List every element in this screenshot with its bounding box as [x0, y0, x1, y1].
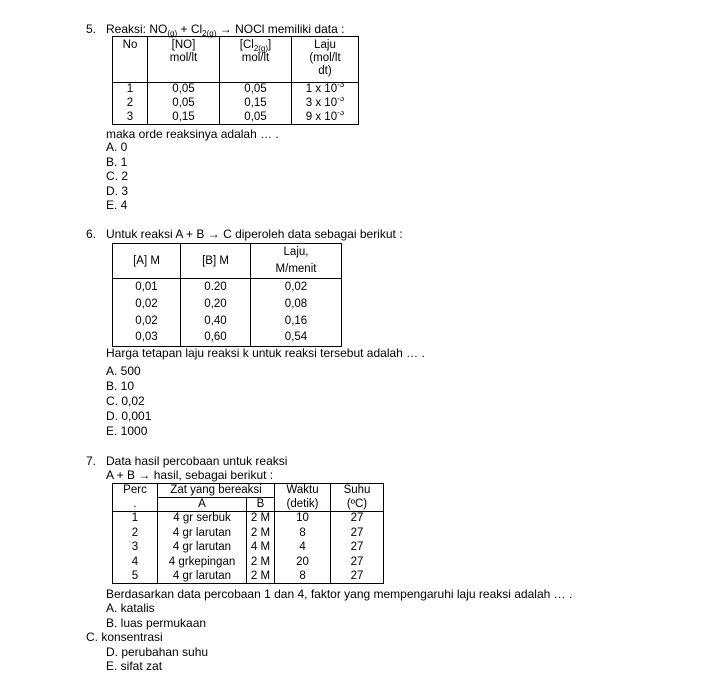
- q7-option-a[interactable]: A. katalis: [106, 601, 155, 615]
- header-b: B: [247, 498, 275, 512]
- q5-data-table: [112, 36, 359, 125]
- header-waktu: Waktu: [275, 484, 331, 498]
- q7-option-e[interactable]: E. sifat zat: [106, 659, 163, 673]
- table-header-row: [113, 484, 384, 498]
- q5-option-d[interactable]: D. 3: [106, 184, 129, 198]
- q5-question: maka orde reaksinya adalah … .: [106, 127, 279, 141]
- header-perc: Perc: [113, 484, 158, 498]
- table-row: 1 4 gr serbuk 2 M 10 27: [113, 512, 384, 526]
- table-row: 4 4 grkepingan 2 M 20 27: [113, 555, 384, 570]
- header-b: [B] M: [181, 244, 251, 279]
- q7-option-d[interactable]: D. perubahan suhu: [106, 645, 209, 659]
- header-rate: Laju, M/menit: [251, 244, 342, 279]
- q7-option-c[interactable]: C. konsentrasi: [86, 630, 163, 644]
- q7-number: 7.: [86, 454, 97, 468]
- q7-option-b[interactable]: B. luas permukaan: [106, 616, 207, 630]
- arrow-icon: →: [207, 227, 220, 241]
- table-row: 5 4 gr larutan 2 M 8 27: [113, 570, 384, 584]
- q6-option-c[interactable]: C. 0,02: [106, 394, 145, 408]
- q5-option-a[interactable]: A. 0: [106, 140, 128, 154]
- q6-question: Harga tetapan laju reaksi k untuk reaksi tersebut adalah … .: [106, 346, 425, 360]
- header-a: A: [158, 498, 247, 512]
- header-rate: Laju (mol/lt dt): [292, 37, 359, 83]
- header-no-conc: [NO] mol/lt: [148, 37, 220, 83]
- q7-stem-line1: Data hasil percobaan untuk reaksi: [106, 454, 288, 468]
- q5-option-e[interactable]: E. 4: [106, 198, 128, 212]
- table-row: 1 0,05 0,05 1 x $10^{-3}$: [113, 83, 359, 97]
- table-row: 0,01 0.20 0,02: [113, 279, 342, 296]
- table-row: 2 0,05 0,15 3 x $10^{-3}$: [113, 97, 359, 111]
- header-zat: Zat yang bereaksi: [158, 484, 275, 498]
- q5-stem: Reaksi: $NO_{(g)} + Cl_{2(g)}$ → NOCl memiliki data :: [106, 22, 345, 38]
- table-header-row: [113, 244, 342, 279]
- header-cl-conc: $[Cl_{2(g)}]$ mol/lt: [220, 37, 292, 83]
- header-no: No: [113, 37, 148, 83]
- header-a: [A] M: [113, 244, 181, 279]
- q5-option-b[interactable]: B. 1: [106, 155, 128, 169]
- table-row: 0,02 0,40 0,16: [113, 313, 342, 330]
- table-row: 0,02 0,20 0,08: [113, 296, 342, 313]
- table-row: 3 4 gr larutan 4 M 4 27: [113, 541, 384, 555]
- table-header-row: [113, 37, 359, 83]
- table-row: 3 0,15 0,05 9 x $10^{-3}$: [113, 111, 359, 125]
- q6-option-b[interactable]: B. 10: [106, 379, 135, 393]
- q7-question: Berdasarkan data percobaan 1 dan 4, faktor yang mempengaruhi laju reaksi adalah … .: [106, 587, 573, 601]
- q6-data-table: [112, 243, 342, 347]
- q7-data-table: [112, 483, 384, 584]
- q5-option-c[interactable]: C. 2: [106, 169, 129, 183]
- q6-option-d[interactable]: D. 0,001: [106, 409, 152, 423]
- table-subheader-row: . A B (detik) (ºC): [113, 498, 384, 512]
- q6-option-e[interactable]: E. 1000: [106, 424, 148, 438]
- table-row: 2 4 gr larutan 2 M 8 27: [113, 526, 384, 541]
- q7-stem-line2: A + B → hasil, sebagai berikut :: [106, 468, 274, 482]
- table-row: 0,03 0,60 0,54: [113, 330, 342, 347]
- arrow-icon: →: [219, 22, 232, 36]
- q6-number: 6.: [86, 227, 97, 241]
- header-suhu: Suhu: [331, 484, 384, 498]
- q5-number: 5.: [86, 22, 97, 36]
- arrow-icon: →: [138, 468, 151, 482]
- q6-stem: Untuk reaksi A + B → C diperoleh data sebagai berikut :: [106, 227, 403, 241]
- q6-option-a[interactable]: A. 500: [106, 364, 141, 378]
